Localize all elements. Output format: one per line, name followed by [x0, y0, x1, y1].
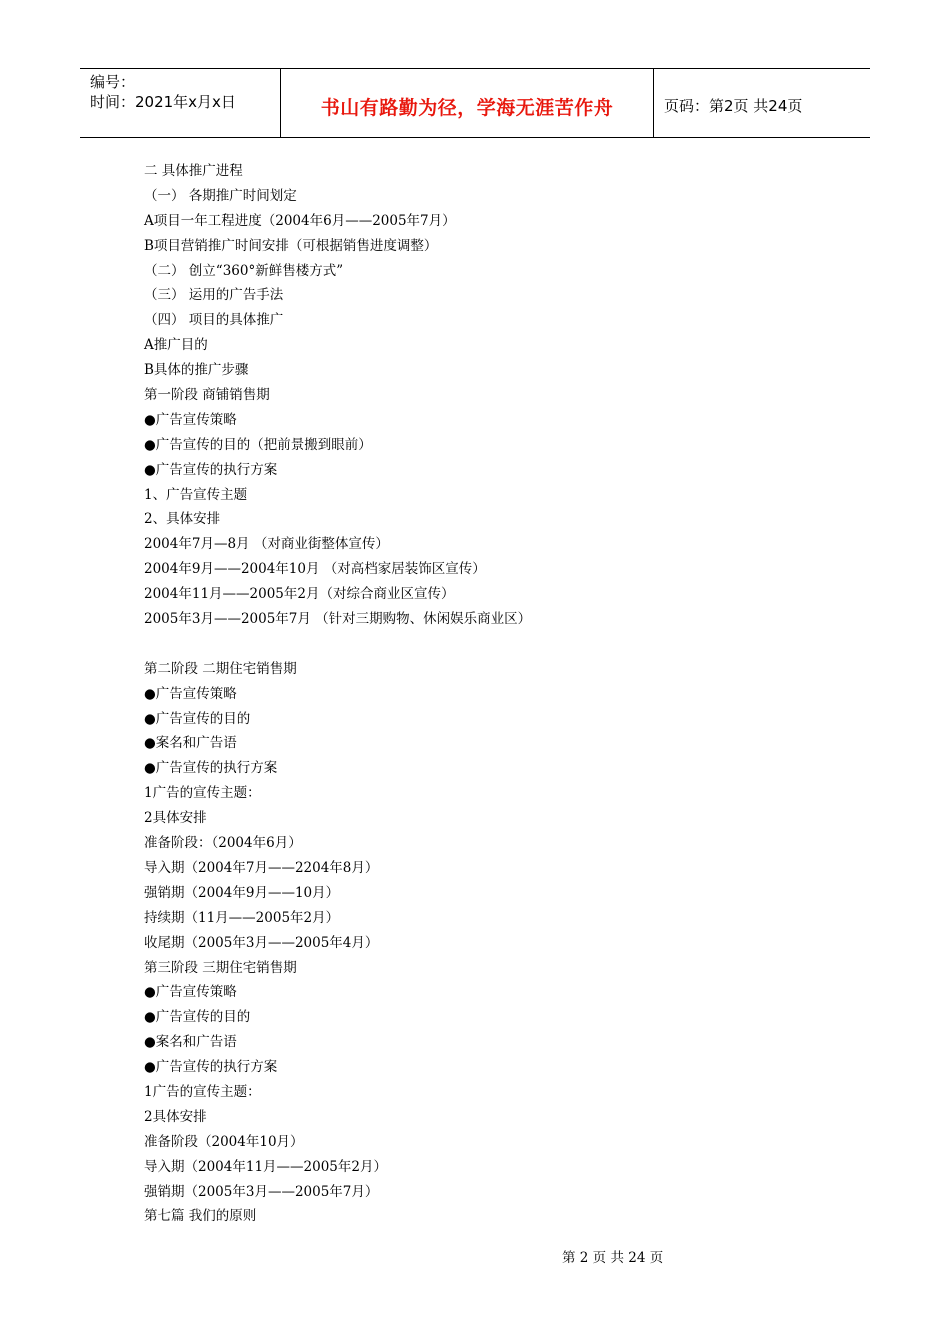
content-line: 2004年9月——2004年10月 （对高档家居装饰区宣传） [144, 561, 486, 578]
content-line: （一） 各期推广时间划定 [144, 187, 297, 204]
content-line: 1广告的宣传主题： [144, 1083, 261, 1100]
content-line: A推广目的 [144, 337, 208, 354]
content-line: 准备阶段（2004年10月） [144, 1133, 304, 1150]
content-line: B具体的推广步骤 [144, 362, 249, 379]
header-page-cell [654, 69, 870, 137]
document-time-label: 时间：2021年x月x日 [90, 93, 236, 111]
header-motto: 书山有路勤为径，学海无涯苦作舟 [320, 97, 614, 119]
content-line: （三） 运用的广告手法 [144, 287, 284, 304]
content-line: 2005年3月——2005年7月 （针对三期购物、休闲娱乐商业区） [144, 611, 532, 628]
content-line: 强销期（2005年3月——2005年7月） [144, 1183, 379, 1200]
content-line: ●广告宣传的目的 [144, 1009, 251, 1026]
content-line: 导入期（2004年11月——2005年2月） [144, 1158, 387, 1175]
content-line: 2、具体安排 [144, 511, 221, 528]
content-line: ●广告宣传策略 [144, 685, 237, 702]
content-line: 2具体安排 [144, 1108, 207, 1125]
content-line: ●广告宣传的执行方案 [144, 1059, 278, 1076]
content-line: （四） 项目的具体推广 [144, 312, 284, 329]
content-line: 2具体安排 [144, 810, 207, 827]
content-line: 第二阶段 二期住宅销售期 [144, 660, 297, 677]
page-footer: 第 2 页 共 24 页 [562, 1250, 664, 1266]
content-line: 准备阶段：（2004年6月） [144, 835, 302, 852]
content-line: 2004年7月—8月 （对商业街整体宣传） [144, 536, 389, 553]
content-line: ●广告宣传的目的（把前景搬到眼前） [144, 436, 372, 453]
content-line: 强销期（2004年9月——10月） [144, 884, 340, 901]
content-line: ●广告宣传的目的 [144, 710, 251, 727]
content-line: ●案名和广告语 [144, 1034, 237, 1051]
content-line: ●案名和广告语 [144, 735, 237, 752]
content-line: B项目营销推广时间安排（可根据销售进度调整） [144, 237, 438, 254]
content-line: ●广告宣传策略 [144, 984, 237, 1001]
content-line: 1、广告宣传主题 [144, 486, 248, 503]
content-line: 导入期（2004年7月——2204年8月） [144, 859, 379, 876]
header-motto-cell [281, 69, 654, 137]
page-header [80, 68, 870, 138]
header-info-cell [80, 69, 281, 137]
content-line: 持续期（11月——2005年2月） [144, 909, 340, 926]
document-number-label: 编号： [90, 73, 136, 91]
content-line: 第七篇 我们的原则 [144, 1208, 257, 1225]
content-line: ●广告宣传的执行方案 [144, 760, 278, 777]
content-line: 2004年11月——2005年2月（对综合商业区宣传） [144, 586, 455, 603]
content-line: A项目一年工程进度（2004年6月——2005年7月） [144, 212, 456, 229]
blank-line [144, 632, 531, 657]
header-page-number: 页码：第2页 共24页 [664, 97, 803, 115]
content-line: 第一阶段 商铺销售期 [144, 387, 270, 404]
content-line: ●广告宣传策略 [144, 411, 237, 428]
content-line: （二） 创立“360°新鲜售楼方式” [144, 262, 344, 279]
content-line: 第三阶段 三期住宅销售期 [144, 959, 297, 976]
content-line: 1广告的宣传主题： [144, 785, 261, 802]
content-line: 收尾期（2005年3月——2005年4月） [144, 934, 379, 951]
content-line: 二 具体推广进程 [144, 163, 243, 179]
content-line: ●广告宣传的执行方案 [144, 461, 278, 478]
document-body [144, 159, 531, 1229]
